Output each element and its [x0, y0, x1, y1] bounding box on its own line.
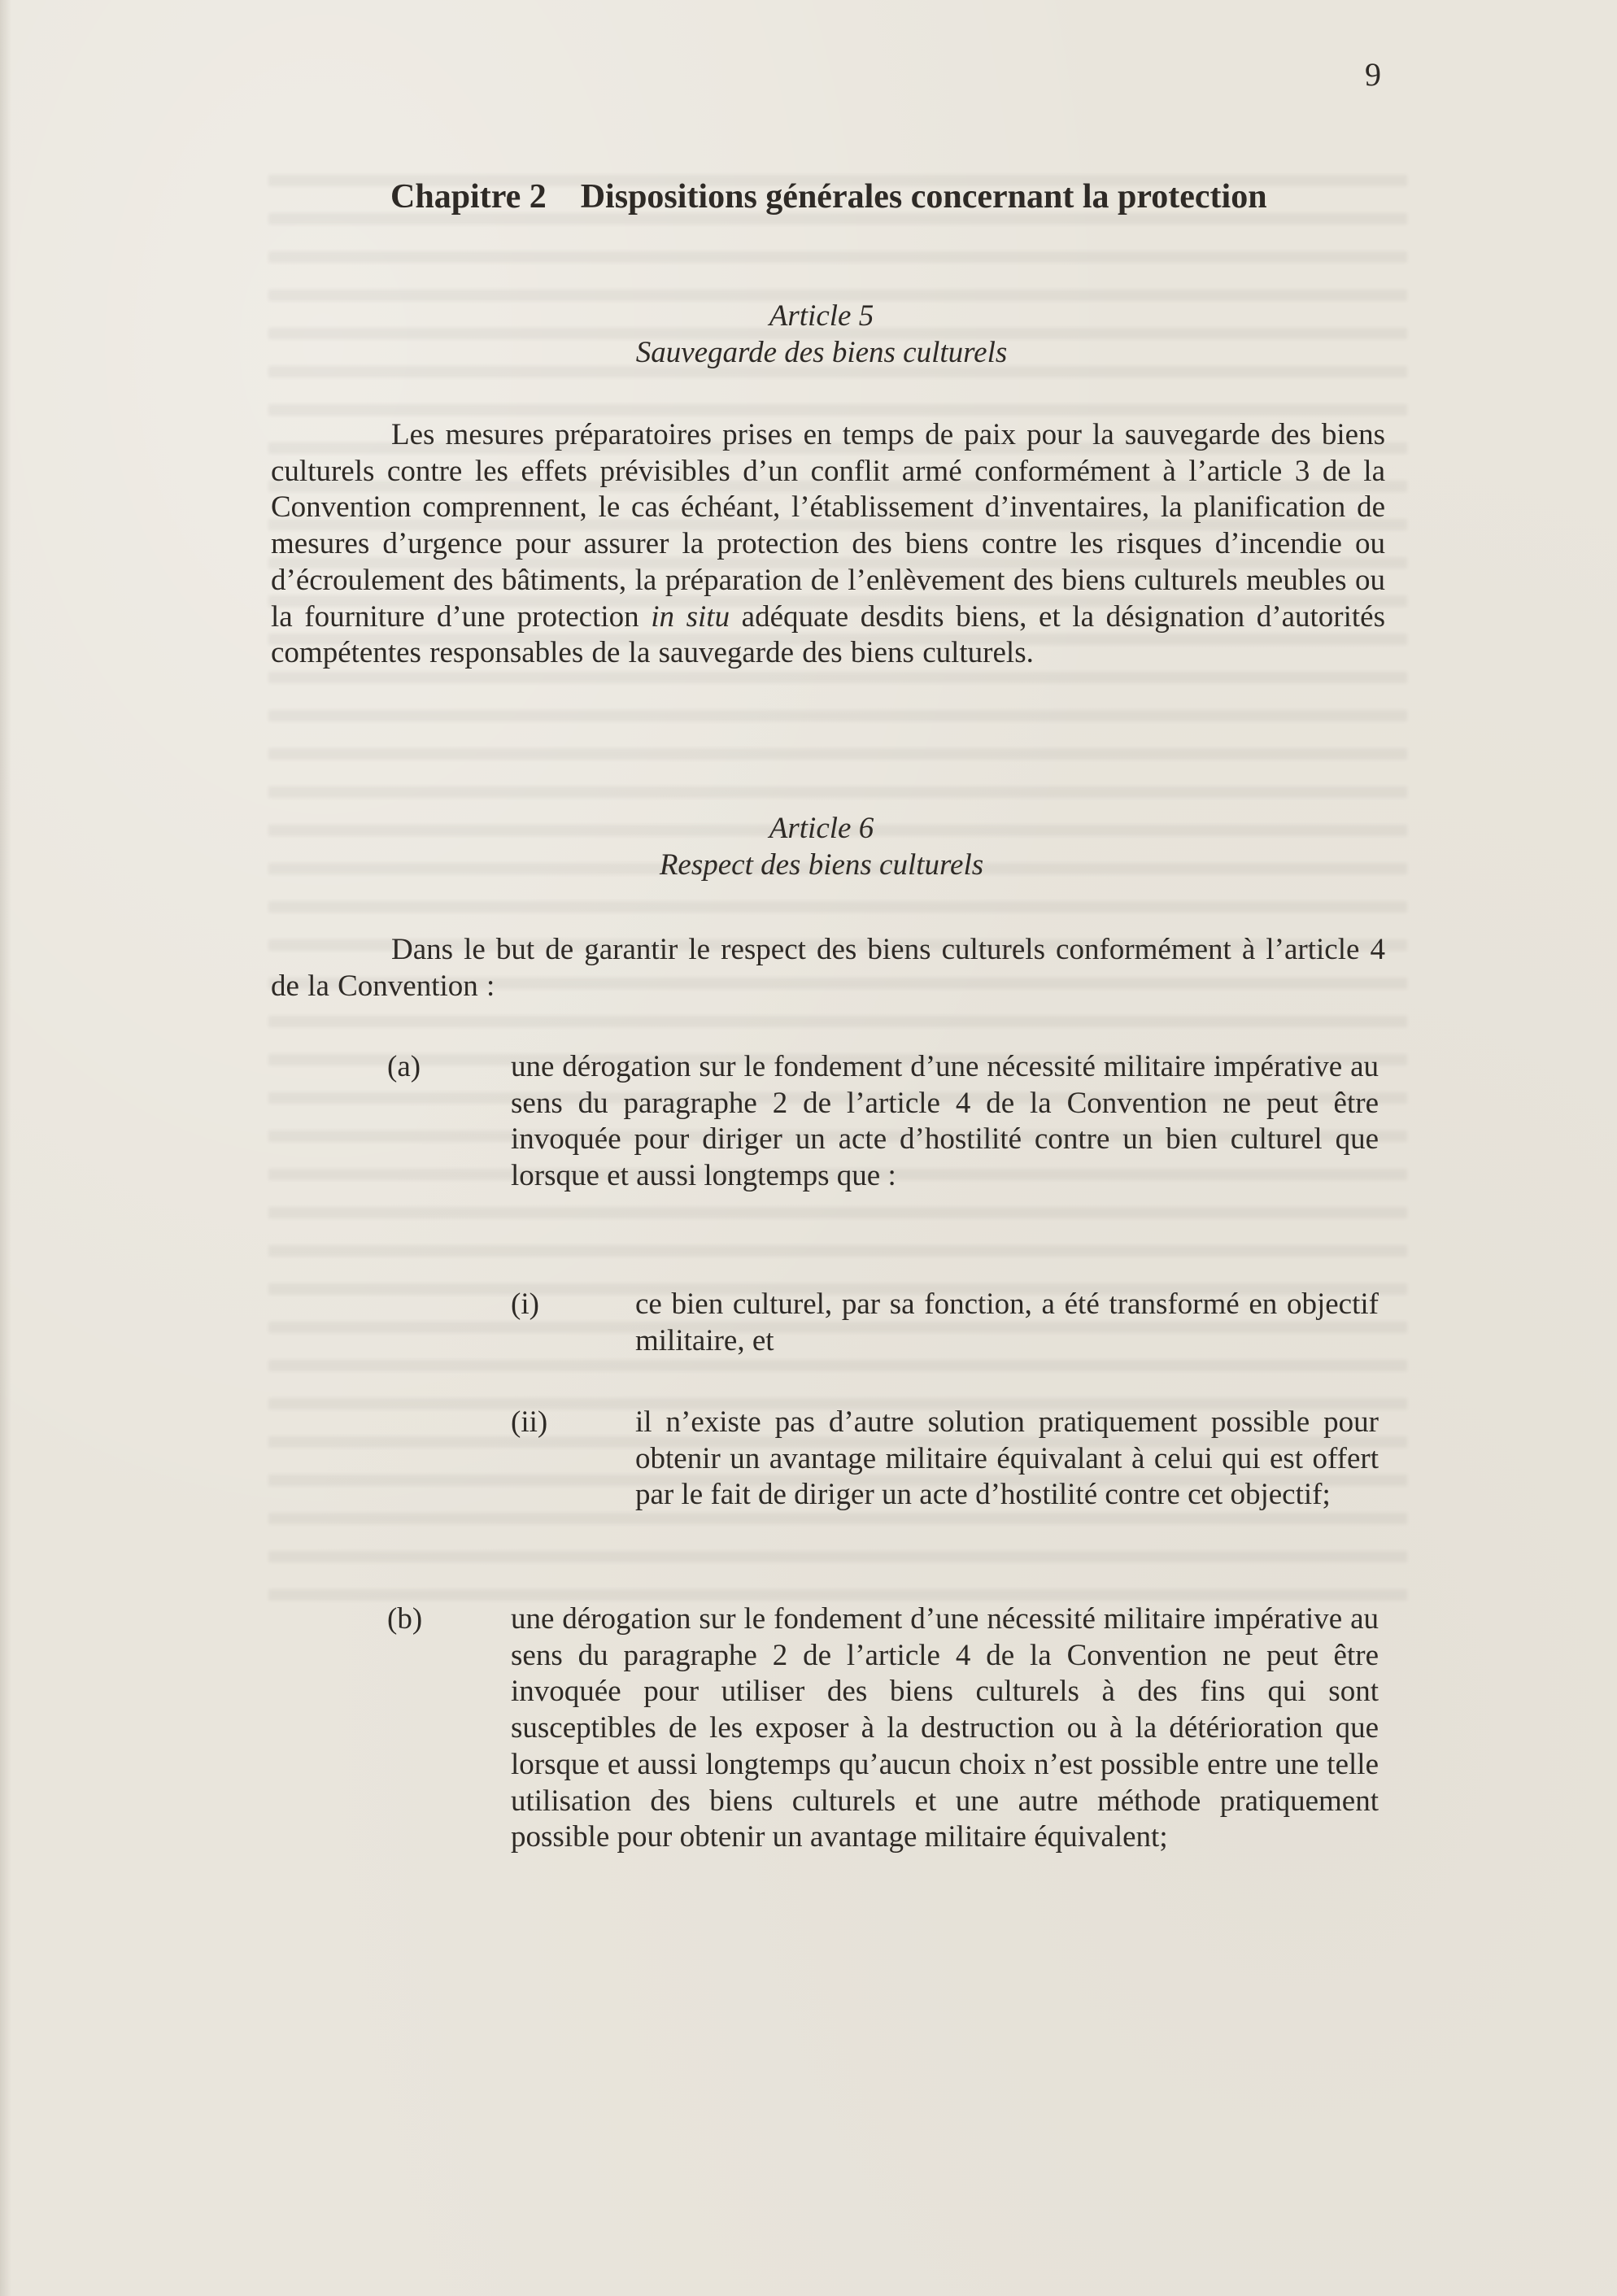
- article-6-subtitle: Respect des biens culturels: [659, 848, 984, 882]
- item-a-ii-label: (ii): [511, 1405, 548, 1439]
- article-6-intro: [271, 932, 1385, 1004]
- article-6-intro-text: Dans le but de garantir le respect des biens culturels conformément à l’article 4 de la Convention :: [271, 933, 1385, 1003]
- item-a-text: une dérogation sur le fondement d’une nécessité militaire impérative au sens du paragraphe 2 de l’article 4 de la Convention ne peut être invoquée pour diriger un acte d’hostilité contre un bien culturel que lorsque et aussi longtemps que :: [511, 1050, 1379, 1193]
- article-5-subtitle: Sauvegarde des biens culturels: [635, 336, 1008, 369]
- article-5-text-end: adéquate desdits biens, et la désignation d’autorités compétentes responsables de la sauvegarde des biens culturels.: [271, 599, 1385, 670]
- item-a-i-label: (i): [511, 1287, 539, 1321]
- article-5-heading-block: [586, 298, 1057, 371]
- item-a-i-text: ce bien culturel, par sa fonction, a été transformé en objectif militaire, et: [635, 1287, 1379, 1357]
- chapter-title: Chapitre 2 Dispositions générales concernant la protection: [390, 178, 1267, 216]
- article-5-text-italic: in situ: [651, 599, 730, 634]
- page-number: 9: [1365, 56, 1381, 93]
- article-6-heading-block: [586, 810, 1057, 883]
- item-a-label: (a): [387, 1050, 421, 1083]
- item-a-ii-text: il n’existe pas d’autre solution pratiquement possible pour obtenir un avantage militaire équivalant à celui qui est offert par le fait de diriger un acte d’hostilité contre cet objectif;: [635, 1405, 1379, 1512]
- article-5-paragraph: [271, 417, 1385, 672]
- article-5-title: Article 5: [769, 299, 874, 333]
- item-b-text: une dérogation sur le fondement d’une nécessité militaire impérative au sens du paragraphe 2 de l’article 4 de la Convention ne peut être invoquée pour utiliser des biens culturels à des fins qui sont susceptibles de les exposer à la destruction ou à la détérioration que lorsque et aussi longtemps qu’aucun choix n’est possible entre une telle utilisation des biens culturels et une autre méthode pratiquement possible pour obtenir un avantage militaire équivalent;: [511, 1602, 1379, 1854]
- article-6-title: Article 6: [769, 812, 874, 845]
- article-5-text-start: Les mesures préparatoires prises en temps de paix pour la sauvegarde des biens culturels contre les effets prévisibles d’un conflit armé conformément à l’article 3 de la Convention comprennent, le cas échéant, l’établissement d’inventaires, la planification de mesures d’urgence pour assurer la protection des biens contre les risques d’incendie ou d’écroulement des bâtiments, la préparation de l’enlèvement des biens culturels meubles ou la fourniture d’une protection: [271, 418, 1385, 634]
- item-b-label: (b): [387, 1602, 423, 1636]
